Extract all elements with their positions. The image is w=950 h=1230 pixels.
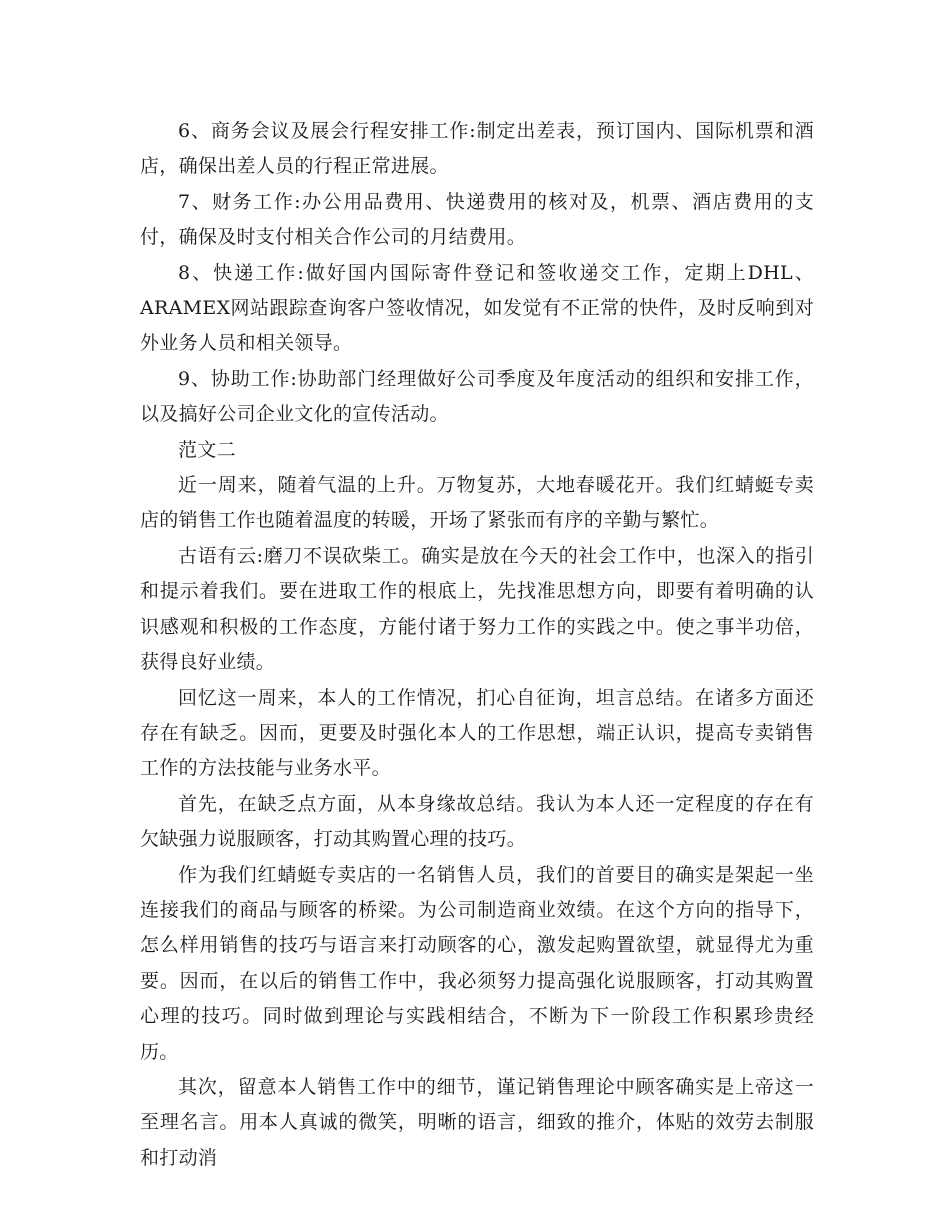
- paragraph-item-6: 6、商务会议及展会行程安排工作:制定出差表，预订国内、国际机票和酒店，确保出差人员的行程正常进展。: [140, 120, 814, 178]
- document-body: [140, 114, 814, 1176]
- paragraph-item-8: 8、快递工作:做好国内国际寄件登记和签收递交工作，定期上DHL、ARAMEX网站跟踪查询客户签收情况，如发觉有不正常的快件，及时反响到对外业务人员和相关领导。: [140, 261, 814, 355]
- paragraph-proverb: 古语有云:磨刀不误砍柴工。确实是放在今天的社会工作中，也深入的指引和提示着我们。要在进取工作的根底上，先找准思想方向，即要有着明确的认识感观和积极的工作态度，方能付诸于努力工作的实践之中。使之事半功倍，获得良好业绩。: [140, 544, 814, 674]
- section-heading: 范文二: [178, 438, 236, 461]
- paragraph-item-7: 7、财务工作:办公用品费用、快递费用的核对及，机票、酒店费用的支付，确保及时支付相关合作公司的月结费用。: [140, 190, 814, 249]
- paragraph-intro: 近一周来，随着气温的上升。万物复苏，大地春暖花开。我们红蜻蜓专卖店的销售工作也随着温度的转暖，开场了紧张而有序的辛勤与繁忙。: [140, 474, 814, 532]
- paragraph-role: 作为我们红蜻蜓专卖店的一名销售人员，我们的首要目的确实是架起一坐连接我们的商品与顾客的桥梁。为公司制造商业效绩。在这个方向的指导下，怎么样用销售的技巧与语言来打动顾客的心，激发起购置欲望，就显得尤为重要。因而，在以后的销售工作中，我必须努力提高强化说服顾客，打动其购置心理的技巧。同时做到理论与实践相结合，不断为下一阶段工作积累珍贵经历。: [140, 863, 814, 1063]
- paragraph-review: 回忆这一周来，本人的工作情况，扪心自征询，坦言总结。在诸多方面还存在有缺乏。因而，更要及时强化本人的工作思想，端正认识，提高专卖销售工作的方法技能与业务水平。: [140, 686, 814, 780]
- paragraph-item-9: 9、协助工作:协助部门经理做好公司季度及年度活动的组织和安排工作，以及搞好公司企业文化的宣传活动。: [140, 367, 814, 426]
- paragraph-second: 其次，留意本人销售工作中的细节，谨记销售理论中顾客确实是上帝这一至理名言。用本人真诚的微笑，明晰的语言，细致的推介，体贴的效劳去制服和打动消: [140, 1075, 814, 1169]
- paragraph-first: 首先，在缺乏点方面，从本身缘故总结。我认为本人还一定程度的存在有欠缺强力说服顾客，打动其购置心理的技巧。: [140, 792, 814, 851]
